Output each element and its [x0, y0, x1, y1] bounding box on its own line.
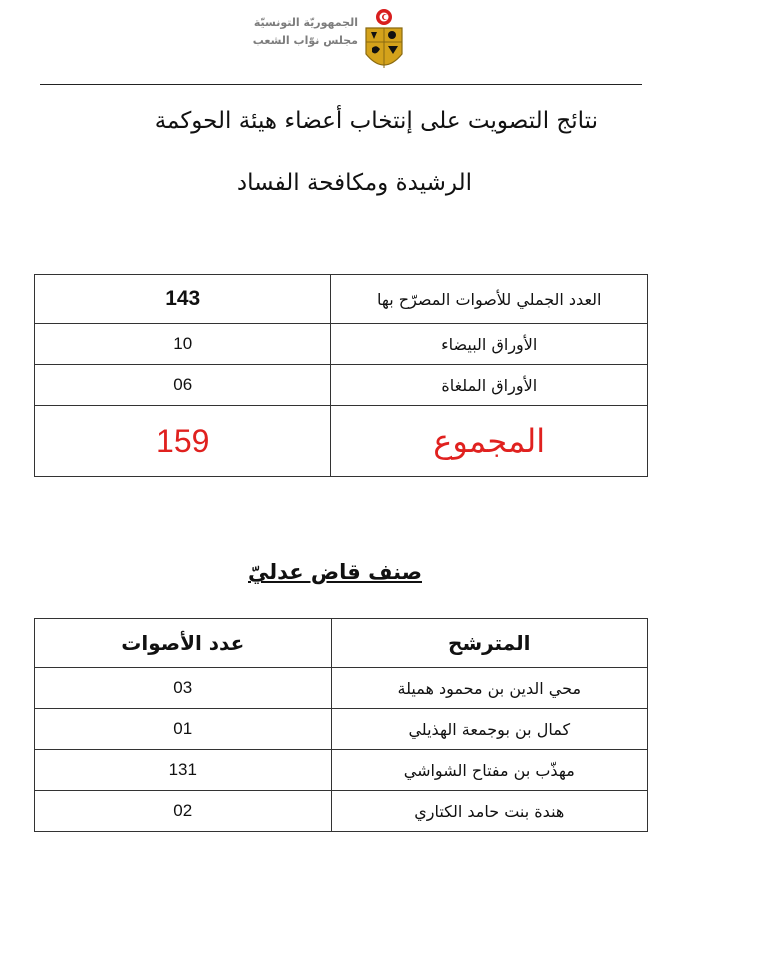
document-title-line1: نتائج التصويت على إنتخاب أعضاء هيئة الحوكمة — [154, 108, 598, 134]
parliament-name: مجلس نوّاب الشعب — [252, 34, 358, 47]
table-header-row — [35, 619, 648, 668]
candidate-name: محي الدين بن محمود هميلة — [331, 668, 647, 709]
document-title-line2: الرشيدة ومكافحة الفساد — [236, 170, 472, 196]
letterhead — [252, 6, 420, 76]
total-label: المجموع — [331, 406, 648, 477]
candidates-table — [34, 618, 648, 832]
summary-value: 06 — [35, 365, 331, 406]
candidate-name: مهذّب بن مفتاح الشواشي — [331, 750, 647, 791]
candidate-votes: 01 — [35, 709, 332, 750]
summary-value: 10 — [35, 324, 331, 365]
total-row — [35, 406, 648, 477]
column-header-candidate: المترشح — [331, 619, 647, 668]
table-row — [35, 275, 648, 324]
table-row — [35, 750, 648, 791]
candidate-name: هندة بنت حامد الكتاري — [331, 791, 647, 832]
column-header-votes: عدد الأصوات — [35, 619, 332, 668]
summary-label: الأوراق البيضاء — [331, 324, 648, 365]
table-row — [35, 791, 648, 832]
summary-label: الأوراق الملغاة — [331, 365, 648, 406]
total-value: 159 — [35, 406, 331, 477]
candidate-votes: 131 — [35, 750, 332, 791]
table-row — [35, 324, 648, 365]
candidate-name: كمال بن بوجمعة الهذيلي — [331, 709, 647, 750]
table-row — [35, 668, 648, 709]
summary-label: العدد الجملي للأصوات المصرّح بها — [331, 275, 648, 324]
summary-value: 143 — [35, 275, 331, 324]
republic-name: الجمهوريّة التونسيّة — [253, 16, 358, 29]
votes-summary-table — [34, 274, 648, 477]
candidate-votes: 03 — [35, 668, 332, 709]
header-divider — [40, 84, 642, 85]
section-title: صنف قاض عدليّ — [248, 560, 422, 584]
table-row — [35, 709, 648, 750]
candidate-votes: 02 — [35, 791, 332, 832]
table-row — [35, 365, 648, 406]
institution-name — [238, 14, 358, 50]
coat-of-arms-icon — [362, 6, 406, 76]
